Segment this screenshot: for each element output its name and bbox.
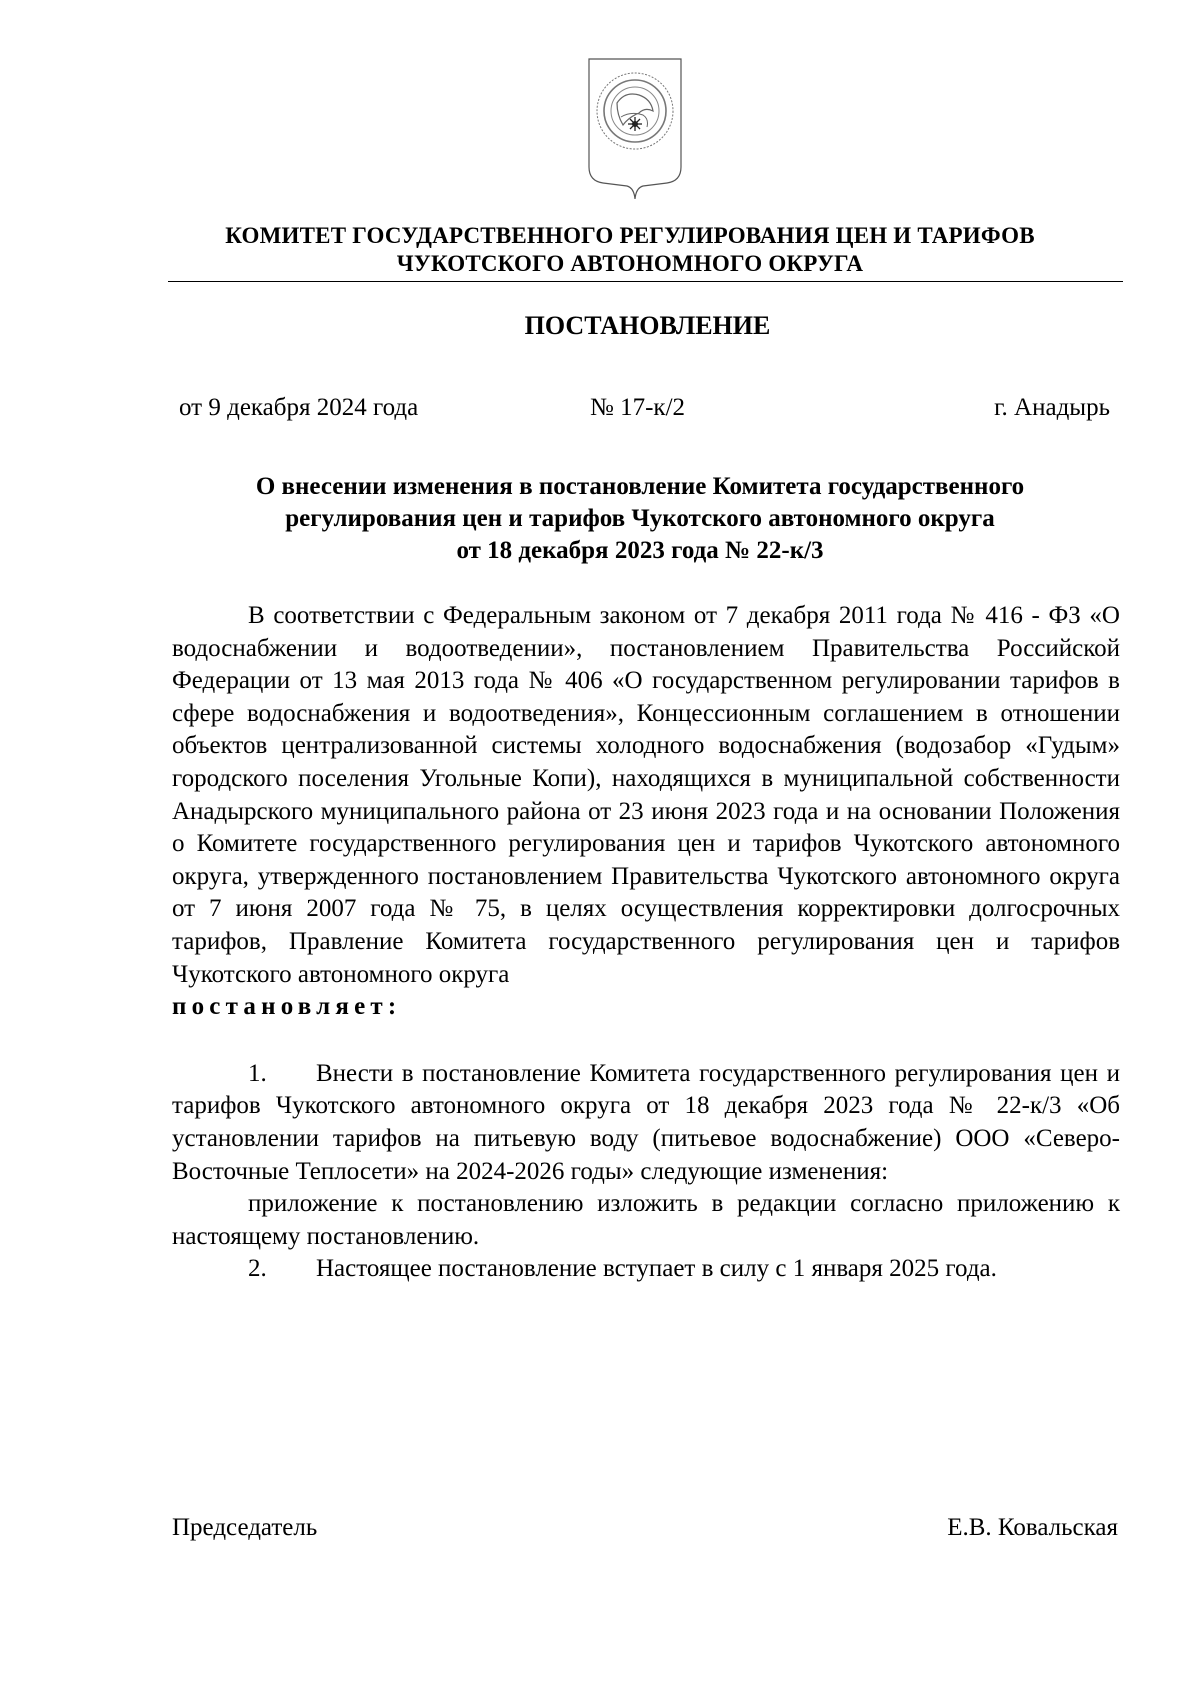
document-city: г. Анадырь xyxy=(994,394,1110,421)
decree-item-2-number: 2. xyxy=(248,1255,267,1283)
decree-item-2-text: Настоящее постановление вступает в силу с 1 января 2025 года. xyxy=(316,1255,997,1283)
signatory-name: Е.В. Ковальская xyxy=(947,1514,1118,1541)
document-date: от 9 декабря 2024 года xyxy=(179,394,419,421)
coat-of-arms-icon xyxy=(583,55,687,205)
signatory-title: Председатель xyxy=(172,1514,318,1541)
subject-line2: регулирования цен и тарифов Чукотского автономного округа xyxy=(285,505,995,532)
document-body xyxy=(172,600,1120,1286)
committee-name-line1: КОМИТЕТ ГОСУДАРСТВЕННОГО РЕГУЛИРОВАНИЯ ЦЕН И ТАРИФОВ xyxy=(225,223,1035,248)
decree-item-1-number: 1. xyxy=(248,1059,267,1087)
subject-line1: О внесении изменения в постановление Комитета государственного xyxy=(255,473,1025,500)
subject-line3: от 18 декабря 2023 года № 22-к/3 xyxy=(456,537,824,564)
header-divider xyxy=(168,281,1123,282)
decree-item-1-subparagraph: приложение к постановлению изложить в редакции согласно приложению к настоящему постановлению. xyxy=(172,1190,1120,1250)
decree-items xyxy=(172,1058,1120,1286)
committee-name xyxy=(170,222,1090,278)
committee-name-line2: ЧУКОТСКОГО АВТОНОМНОГО ОКРУГА xyxy=(396,251,864,276)
decree-word: постановляет: xyxy=(172,993,402,1021)
decree-item-1 xyxy=(172,1058,1120,1188)
decree-item-2 xyxy=(172,1253,1120,1286)
document-subject xyxy=(190,471,1090,567)
preamble-paragraph: В соответствии с Федеральным законом от 7 декабря 2011 года № 416 - ФЗ «О водоснабжении и водоотведении», постановлением Правительства Российской Федерации от 13 мая 2013 года № 406 «О государственном регулировании тарифов в сфере водоснабжения и водоотведения», Концессионным соглашением в отношении объектов централизованной системы холодного водоснабжения (водозабор «Гудым» городского поселения Угольные Копи), находящихся в муниципальной собственности Анадырского муниципального района от 23 июня 2023 года и на основании Положения о Комитете государственного регулирования цен и тарифов Чукотского автономного округа, утвержденного постановлением Правительства Чукотского автономного округа от 7 июня 2007 года № 75, в целях осуществления корректировки долгосрочных тарифов, Правление Комитета государственного регулирования цен и тарифов Чукотского автономного округа xyxy=(172,602,1120,988)
decree-item-1-text: Внести в постановление Комитета государственного регулирования цен и тарифов Чукотского автономного округа от 18 декабря 2023 года № 22-к/3 «Об установлении тарифов на питьевую воду (питьевое водоснабжение) ООО «Северо-Восточные Теплосети» на 2024-2026 годы» следующие изменения: xyxy=(172,1059,1120,1185)
document-type-title: ПОСТАНОВЛЕНИЕ xyxy=(524,311,771,340)
document-number: № 17-к/2 xyxy=(590,394,686,421)
